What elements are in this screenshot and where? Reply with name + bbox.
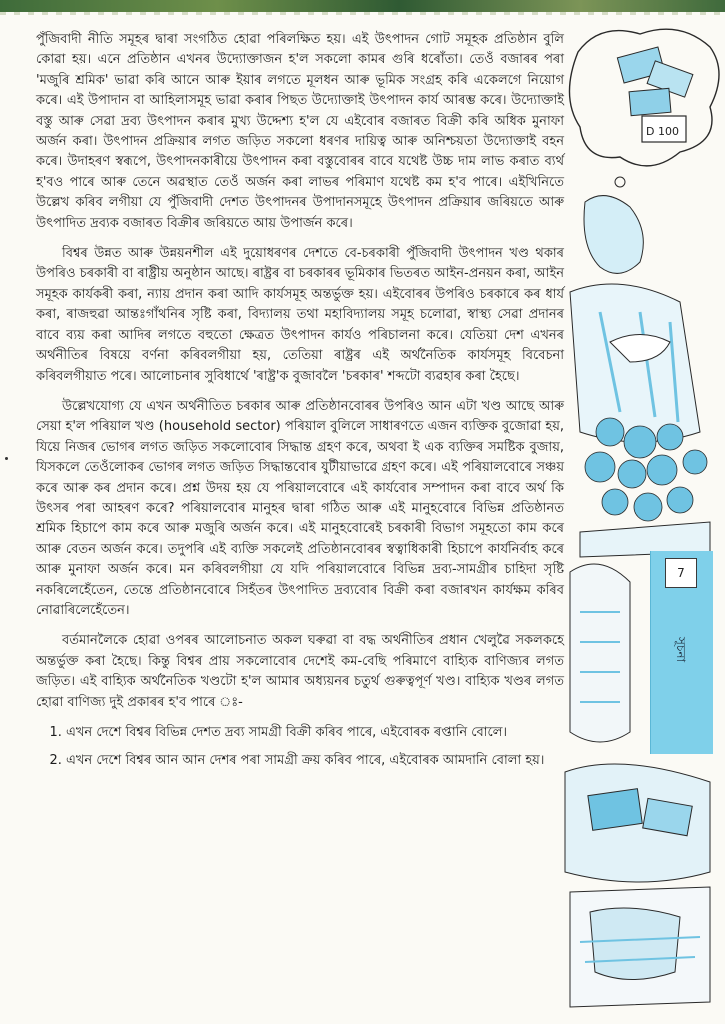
chapter-label: সূচনা (674, 637, 688, 663)
list-item: 1. এখন দেশে বিশ্বৰ বিভিন্ন দেশত দ্ৰব্য সামগ্ৰী বিক্ৰী কৰিব পাৰে, এইবোৰক ৰপ্তানি বোলে। (66, 723, 564, 743)
paragraph-1: পুঁজিবাদী নীতি সমূহৰ দ্বাৰা সংগঠিত হোৱা পৰিলক্ষিত হয়। এই উৎপাদন গোট সমূহক প্ৰতিষ্ঠান বুলি কোৱা হয়। এনে প্ৰতিষ্ঠান এখনৰ উদ্যোক্তাজন হ'ল সকলো কামৰ গুৰি ধৰোঁতা। তেওঁ বজাৰৰ পৰা 'মজুৰি শ্ৰমিক' ভাৱা কৰি আনে আৰু ইয়াৰ লগতে মূলধন আৰু ভূমিক সংগ্ৰহ কৰি একেলগে নিয়োগ কৰে। এই উপাদান বা আহিলাসমূহ ভাৱা কৰাৰ পিছত উদ্যোক্তাই উৎপাদন কাৰ্য আৰম্ভ কৰে। উদ্যোক্তাই বস্তু আৰু সেৱা দ্ৰব্য উৎপাদন কৰাৰ মুখ্য উদ্দেশ্য হ'ল যে এইবোৰ বজাৰত বিক্ৰী কৰি অধিক মুনাফা অৰ্জন কৰা। উৎপাদন প্ৰক্ৰিয়াৰ লগত জড়িত সকলো ধৰণৰ দায়িত্ব আৰু অনিশ্চয়তা উদ্যোক্তাই বহন কৰে। উদাহৰণ স্বৰূপে, উৎপাদনকাৰীয়ে উৎপাদন কৰা বস্তুবোৰৰ বাবে যথেষ্ট উচ্চ দাম লাভ কৰাত ব্যৰ্থ হ'বও পাৰে আৰু তেনে অৱস্থাত তেওঁ অৰ্জন কৰা লাভৰ পৰিমাণ যথেষ্ট কম হ'ব পাৰে। এইখিনিতে উল্লেখ কৰিব লগীয়া যে পুঁজিবাদী দেশত উৎপাদনৰ উপাদানসমূহে উৎপাদন প্ৰক্ৰিয়াৰ জৰিয়তে আৰু উৎপাদিত দ্ৰব্যক বজাৰত বিক্ৰীৰ জৰিয়তে আয় উপাৰ্জন কৰে। (36, 32, 564, 231)
top-decorative-strip (0, 0, 725, 12)
paragraph-2: বিশ্বৰ উন্নত আৰু উন্নয়নশীল এই দুয়োধৰণৰ দেশতে বে-চৰকাৰী পুঁজিবাদী উৎপাদন খণ্ড থকাৰ উপৰিও চৰকাৰী বা ৰাষ্ট্ৰীয় অনুষ্ঠান আছে। ৰাষ্ট্ৰৰ বা চৰকাৰৰ ভূমিকাৰ ভিতৰত আইন-প্ৰনয়ন কৰা, আইন সমূহক কাৰ্যকৰী কৰা, ন্যায় প্ৰদান কৰা আদি কাৰ্যসমূহ অন্তৰ্ভুক্ত হয়। এইবোৰৰ উপৰিও চৰকাৰে কৰ ধাৰ্য কৰা, ৰাজহুৱা আন্তঃগাঁথনিৰ সৃষ্টি কৰা, বিদ্যালয় তথা মহাবিদ্যালয় সমূহ চলোৱা, স্বাস্থ্য সেৱা প্ৰদানৰ বাবে ব্যয় কৰা আদিৰ লগতে বহুতো ক্ষেত্ৰত উৎপাদন কাৰ্যও পৰিচালনা কৰে। যেতিয়া দেশ এখনৰ অৰ্থনীতিৰ বিষয়ে বৰ্ণনা কৰিবলগীয়া হয়, তেতিয়া ৰাষ্ট্ৰৰ এই অৰ্থনৈতিক কাৰ্যসমূহ বিবেচনা কৰিবলগীয়াত পৰে। আলোচনাৰ সুবিধাৰ্থে 'ৰাষ্ট্ৰ'ক বুজাবলৈ 'চৰকাৰ' শব্দটো ব্যৱহাৰ কৰা হৈছে। (36, 246, 564, 384)
money-note-amount: D 100 (646, 125, 679, 138)
list-item: 2. এখন দেশে বিশ্বৰ আন আন দেশৰ পৰা সামগ্ৰী ক্ৰয় কৰিব পাৰে, এইবোৰক আমদানি বোলা হয়। (66, 751, 564, 771)
trade-types-list (36, 723, 564, 772)
sketch-illustration (560, 12, 725, 1024)
paragraph-3: উল্লেখযোগ্য যে এখন অৰ্থনীতিত চৰকাৰ আৰু প্ৰতিষ্ঠানবোৰৰ উপৰিও আন এটা খণ্ড আছে আৰু সেয়া হ'ল পৰিয়াল খণ্ড (household sector) পৰিয়াল বুলিলে সাধাৰণতে এজন ব্যক্তিক বুজোৱা হয়, যিয়ে নিজৰ ভোগৰ লগত জড়িত সকলোবোৰ সিদ্ধান্ত গ্ৰহণ কৰে, অথবা ই এক ব্যক্তিৰ সমষ্টিক বুজায়, যিসকলে তেওঁলোকৰ ভোগৰ লগত জড়িত সিদ্ধান্তবোৰ যুটীয়াভাৱে গ্ৰহণ কৰে। এই পৰিয়ালবোৰে সঞ্চয় কৰে আৰু কৰ প্ৰদান কৰে। প্ৰশ্ন উদয় হয় যে পৰিয়ালবোৰে এই কাৰ্যবোৰ সম্পাদন কৰা বাবে অৰ্থ কি উৎসৰ পৰা আহৰণ কৰে? পৰিয়ালবোৰ মানুহৰ দ্বাৰা গঠিত আৰু এই মানুহবোৰে বিভিন্ন প্ৰতিষ্ঠানত শ্ৰমিক হিচাপে কাম কৰে আৰু মজুৰি অৰ্জন কৰে। এই মানুহবোৰেই চৰকাৰী বিভাগ সমূহতো কাম কৰে আৰু বেতন অৰ্জন কৰে। তদুপৰি এই ব্যক্তি সকলেই প্ৰতিষ্ঠানবোৰৰ স্বত্বাধিকাৰী হিচাপে কাৰ্যনিৰ্বাহ কৰে আৰু মুনাফা অৰ্জন কৰে। মন কৰিবলগীয়া যে যদি পৰিয়ালবোৰে বিভিন্ন দ্ৰব্য-সামগ্ৰীৰ চাহিদা সৃষ্টি নকৰিলেহেঁতেন, তেন্তে প্ৰতিষ্ঠানবোৰে সিহঁতৰ উৎপাদিত দ্ৰব্যবোৰ বিক্ৰী কৰা বজাৰখন কাৰ্যক্ষম কৰিব নোৱাৰিলেহেঁতেন। (36, 398, 564, 618)
paragraph-4: বৰ্তমানলৈকে হোৱা ওপৰৰ আলোচনাত অকল ঘৰুৱা বা বদ্ধ অৰ্থনীতিৰ প্ৰধান খেলুৱৈ সকলকহে অন্তৰ্ভুক্ত কৰা হৈছে। কিন্তু বিশ্বৰ প্ৰায় সকলোবোৰ দেশেই কম-বেছি পৰিমাণে বাহ্যিক বাণিজ্যৰ লগত জড়িত। এই বাহ্যিক অৰ্থনৈতিক খণ্ডটো হ'ল আমাৰ অধ্যয়নৰ চতুৰ্থ গুৰুত্বপূৰ্ণ খণ্ড। বাহ্যিক খণ্ডৰ লগত হোৱা বাণিজ্য দুই প্ৰকাৰৰ হ'ব পাৰে ঃ- (36, 633, 564, 710)
page-number: 7 (665, 558, 697, 588)
page-body (36, 30, 564, 780)
margin-dot (5, 457, 8, 460)
